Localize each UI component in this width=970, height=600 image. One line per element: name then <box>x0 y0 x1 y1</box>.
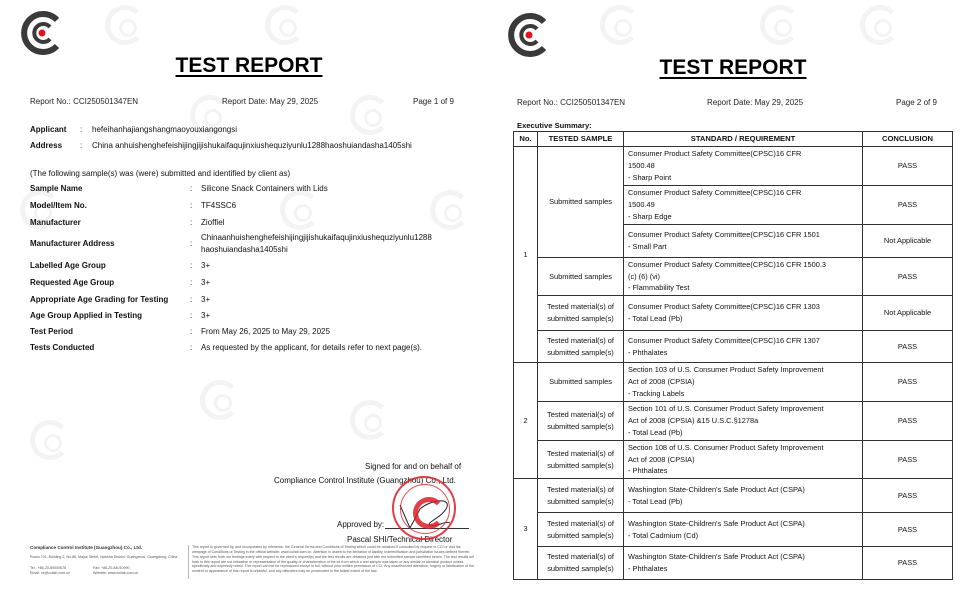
row-conclusion: PASS <box>863 513 953 547</box>
row-no: 3 <box>514 479 538 580</box>
std-line: Consumer Product Safety Committee(CPSC)16 CFR 1303 <box>628 302 820 312</box>
field-label: Manufacturer <box>30 218 81 227</box>
watermark-icon <box>200 380 240 420</box>
field-label: Test Period <box>30 327 73 336</box>
std-line: - Total Lead (Pb) <box>628 427 683 437</box>
row-conclusion: PASS <box>863 479 953 513</box>
row-conclusion: Not Applicable <box>863 296 953 331</box>
row-sample: Tested material(s) of submitted sample(s) <box>538 479 624 513</box>
std-line: - Phthalates <box>628 564 668 574</box>
field-value: Zioffiel <box>201 218 225 227</box>
page-title: TEST REPORT <box>659 56 807 79</box>
row-standard <box>624 331 863 363</box>
std-line: Consumer Product Safety Committee(CPSC)16 CFR 1500.3 <box>628 259 826 269</box>
company-seal-stamp-icon <box>392 476 456 540</box>
std-line: - Total Lead (Pb) <box>628 496 683 506</box>
table-row <box>514 479 953 513</box>
row-sample: Tested material(s) of submitted sample(s) <box>538 440 624 479</box>
header-standard: STANDARD / REQUIREMENT <box>624 132 863 147</box>
colon: : <box>190 201 193 210</box>
row-standard <box>624 402 863 441</box>
table-row <box>514 440 953 479</box>
address-value: China anhuishenghefeishijingjijishukaifaqujinxiushequziyunlu1288haoshuiandasha1405shi <box>92 141 412 150</box>
table-row <box>514 513 953 547</box>
page-number: Page 2 of 9 <box>896 98 937 107</box>
row-standard <box>624 257 863 296</box>
applicant-value: hefeihanhajiangshangmaoyouxiangongsi <box>92 125 238 134</box>
field-value-line2: haoshuiandasha1405shi <box>201 245 288 254</box>
sample-intro: (The following sample(s) was (were) submitted and identified by client as) <box>30 169 291 178</box>
watermark-icon <box>30 420 70 460</box>
colon: : <box>190 311 193 320</box>
std-line: 1500.49 <box>628 199 655 209</box>
std-line: Washington State-Children's Safe Product Act (CSPA) <box>628 552 805 562</box>
colon: : <box>190 239 193 248</box>
header-conclusion: CONCLUSION <box>863 132 953 147</box>
field-label: Labelled Age Group <box>30 261 106 270</box>
footer-website: Website: www.ccilab.com.cn <box>93 571 139 575</box>
std-line: - Small Part <box>628 241 667 251</box>
report-number: Report No.: CCI250501347EN <box>517 98 626 107</box>
watermark-icon <box>350 95 390 135</box>
field-label: Tests Conducted <box>30 343 95 352</box>
header-no: No. <box>514 132 538 147</box>
row-conclusion: PASS <box>863 257 953 296</box>
row-sample: Tested material(s) of submitted sample(s) <box>538 547 624 580</box>
row-standard <box>624 513 863 547</box>
row-conclusion: PASS <box>863 331 953 363</box>
row-sample: Submitted samples <box>538 147 624 258</box>
field-label: Sample Name <box>30 184 83 193</box>
footer-company: Compliance Control Institute (Guangzhou) Co., Ltd. <box>30 545 143 550</box>
row-standard <box>624 440 863 479</box>
footer-email: Email: cs@ccilab.com.cn <box>30 571 70 575</box>
table-row <box>514 547 953 580</box>
row-conclusion: Not Applicable <box>863 224 953 257</box>
field-value: 3+ <box>201 311 211 320</box>
row-conclusion: PASS <box>863 402 953 441</box>
footer-divider <box>188 545 189 579</box>
field-value: Chinaanhuishenghefeishijingjijishukaifaqujinxiushequziyunlu1288 <box>201 233 432 242</box>
field-value: 3+ <box>201 261 211 270</box>
std-line: Section 108 of U.S. Consumer Product Safety Improvement <box>628 442 824 452</box>
watermark-icon <box>600 5 640 45</box>
std-line: - Sharp Edge <box>628 211 672 221</box>
colon: : <box>190 261 193 270</box>
watermark-icon <box>105 5 145 45</box>
watermark-icon <box>760 5 800 45</box>
std-line: Consumer Product Safety Committee(CPSC)16 CFR <box>628 149 802 159</box>
colon: : <box>190 218 193 227</box>
page-title: TEST REPORT <box>175 54 323 77</box>
field-label: Age Group Applied in Testing <box>30 311 142 320</box>
std-line: - Flammability Test <box>628 283 690 293</box>
watermark-icon <box>280 190 320 230</box>
row-standard <box>624 224 863 257</box>
field-value: From May 26, 2025 to May 29, 2025 <box>201 327 330 336</box>
row-sample: Tested material(s) of submitted sample(s) <box>538 296 624 331</box>
std-line: - Tracking Labels <box>628 389 685 399</box>
header-tested-sample: TESTED SAMPLE <box>538 132 624 147</box>
applicant-label: Applicant <box>30 125 67 134</box>
colon: : <box>190 184 193 193</box>
table-row <box>514 402 953 441</box>
field-value: 3+ <box>201 295 211 304</box>
table-row <box>514 147 953 186</box>
std-line: Section 103 of U.S. Consumer Product Safety Improvement <box>628 365 824 375</box>
row-conclusion: PASS <box>863 440 953 479</box>
field-value: Silicone Snack Containers with Lids <box>201 184 328 193</box>
std-line: - Phthalates <box>628 466 668 476</box>
std-line: Section 101 of U.S. Consumer Product Safety Improvement <box>628 404 824 414</box>
std-line: - Phthalates <box>628 347 668 357</box>
company-logo-icon <box>506 12 552 58</box>
std-line: Act of 2008 (CPSIA) <box>628 454 695 464</box>
row-conclusion: PASS <box>863 547 953 580</box>
std-line: Act of 2008 (CPSIA) <box>628 377 695 387</box>
page-number: Page 1 of 9 <box>413 97 454 106</box>
row-sample: Submitted samples <box>538 363 624 402</box>
field-label: Requested Age Group <box>30 278 115 287</box>
watermark-icon <box>430 190 470 230</box>
row-standard <box>624 296 863 331</box>
signed-for-text: Signed for and on behalf of <box>365 462 462 471</box>
colon: : <box>190 343 193 352</box>
address-label: Address <box>30 141 63 150</box>
watermark-icon <box>860 5 900 45</box>
table-row <box>514 331 953 363</box>
field-value: TF4SSC6 <box>201 201 237 210</box>
std-line: Consumer Product Safety Committee(CPSC)16 CFR 1307 <box>628 335 820 345</box>
row-conclusion: PASS <box>863 185 953 224</box>
report-date: Report Date: May 29, 2025 <box>222 97 319 106</box>
field-label: Manufacturer Address <box>30 239 115 248</box>
row-standard <box>624 479 863 513</box>
std-line: - Total Lead (Pb) <box>628 314 683 324</box>
colon: : <box>190 327 193 336</box>
table-row <box>514 257 953 296</box>
std-line: Consumer Product Safety Committee(CPSC)16 CFR <box>628 187 802 197</box>
footer-fax: Fax: +86-20-84010990 <box>93 566 130 570</box>
watermark-icon <box>350 400 390 440</box>
signed-company: Compliance Control Institute (Guangzhou) Co., Ltd. <box>274 476 456 485</box>
std-line: Act of 2008 (CPSIA) &15 U.S.C.§1278a <box>628 416 759 426</box>
table-row <box>514 296 953 331</box>
table-row <box>514 363 953 402</box>
std-line: - Total Cadmium (Cd) <box>628 530 699 540</box>
executive-summary-table <box>513 131 953 580</box>
footer-address: Room 701, Building 2, No.88, Majue Street, Nansha District, Guangzhou, Guangdong, China <box>30 555 178 559</box>
report-date: Report Date: May 29, 2025 <box>707 98 804 107</box>
row-standard <box>624 547 863 580</box>
row-conclusion: PASS <box>863 147 953 186</box>
row-sample: Submitted samples <box>538 257 624 296</box>
colon: : <box>80 125 83 134</box>
approver-name: Pascal SHI/Technical Director <box>347 535 453 544</box>
std-line: Consumer Product Safety Committee(CPSC)16 CFR 1501 <box>628 229 820 239</box>
row-no: 2 <box>514 363 538 479</box>
footer-disclaimer: This report is governed by, and incorporates by reference, the General Terms and Conditions of Testing which could be obtained if consulted by request to CCI or visit the webpage of Conditions of Testing in the official website: www.ccilab.com.cn. Attention is drawn to the limitation of liability, indemnification and jurisdiction issues defined therein. This report sets forth our findings solely with respect to the client's request(s) and the test results are obtained just with the submitted sample identified herein. The test results set forth in this report are not indicative or representative of the quality or characteristics of the lot from which a test sample was taken or any similar or identical product unless specifically and expressly noted. This report can not be reproduced except in full, without prior written permission of CCI. Any unauthorized alteration, forgery or falsification of the content or appearance of this report is unlawful, and any offenders may be prosecuted to the fullest extent of the law. <box>192 545 475 574</box>
field-value: 3+ <box>201 278 211 287</box>
executive-summary-label: Executive Summary: <box>517 121 592 130</box>
colon: : <box>190 278 193 287</box>
std-line: (c) (6) (vi) <box>628 271 661 281</box>
approved-by-label: Approved by: <box>337 520 385 529</box>
field-label: Appropriate Age Grading for Testing <box>30 295 169 304</box>
row-sample: Tested material(s) of submitted sample(s) <box>538 402 624 441</box>
row-standard <box>624 185 863 224</box>
field-label: Model/Item No. <box>30 201 87 210</box>
field-value: As requested by the applicant, for details refer to next page(s). <box>201 343 423 352</box>
table-header-row <box>514 132 953 147</box>
colon: : <box>80 141 83 150</box>
row-sample: Tested material(s) of submitted sample(s) <box>538 331 624 363</box>
std-line: Washington State-Children's Safe Product Act (CSPA) <box>628 518 805 528</box>
footer-tel: Tel.: +86-20-89000678 <box>30 566 67 570</box>
std-line: 1500.48 <box>628 160 655 170</box>
std-line: - Sharp Point <box>628 172 672 182</box>
std-line: Washington State-Children's Safe Product Act (CSPA) <box>628 484 805 494</box>
row-sample: Tested material(s) of submitted sample(s) <box>538 513 624 547</box>
report-number: Report No.: CCI250501347EN <box>30 97 139 106</box>
colon: : <box>190 295 193 304</box>
row-standard <box>624 363 863 402</box>
row-conclusion: PASS <box>863 363 953 402</box>
row-no: 1 <box>514 147 538 363</box>
watermark-icon <box>265 5 305 45</box>
row-standard <box>624 147 863 186</box>
company-logo-icon <box>19 10 65 56</box>
